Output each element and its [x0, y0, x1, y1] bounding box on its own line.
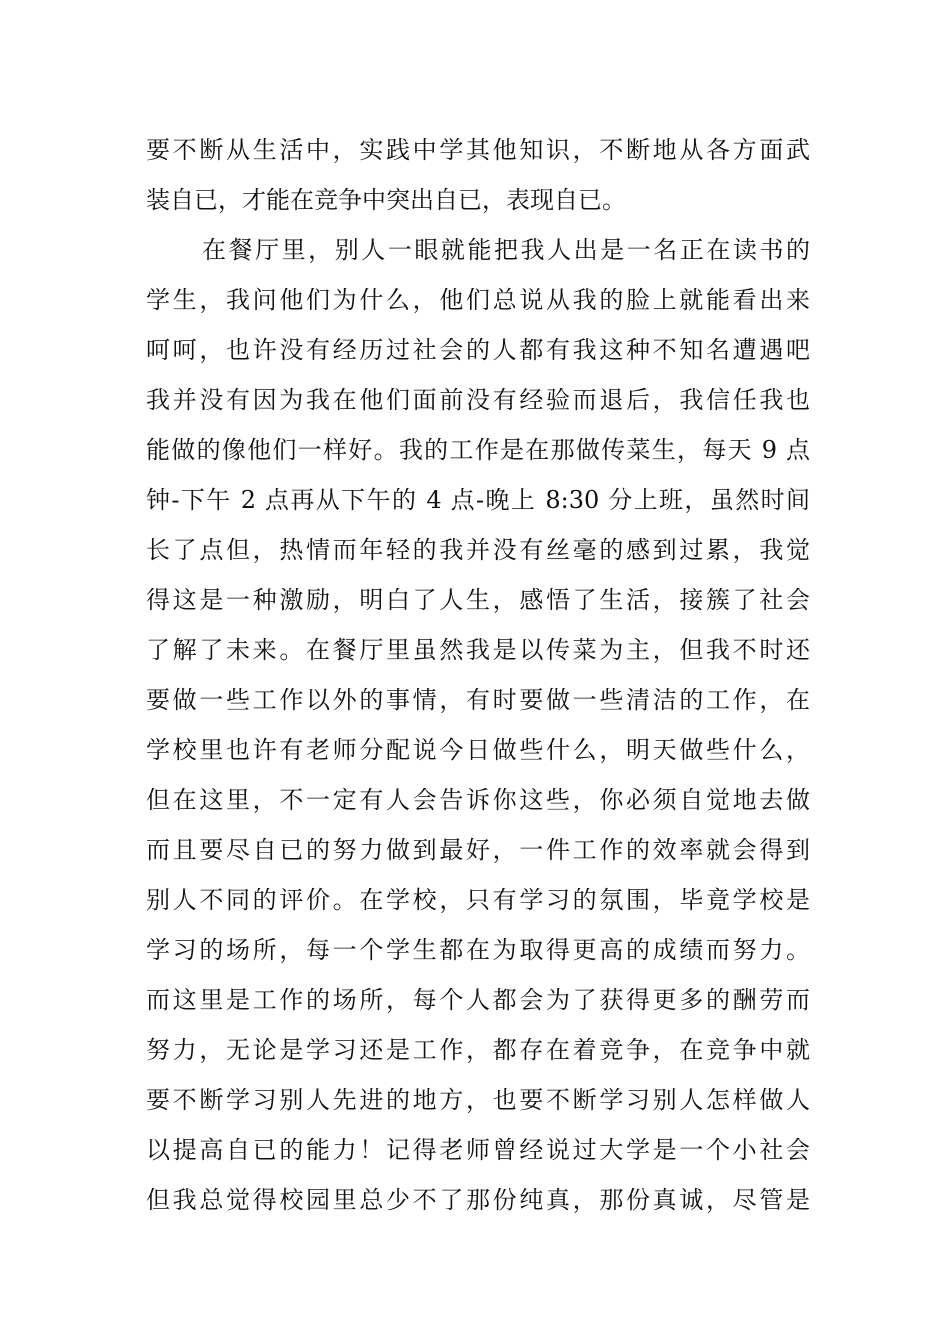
text-line: 但在这里，不一定有人会告诉你这些，你必须自觉地去做	[146, 786, 810, 814]
text-line: 钟-下午 2 点再从下午的 4 点-晚上 8:30 分上班，虽然时间	[146, 486, 810, 514]
text-line: 装自已，才能在竞争中突出自已，表现自已。	[146, 186, 626, 214]
text-line: 别人不同的评价。在学校，只有学习的氛围，毕竟学校是	[146, 886, 810, 914]
text-line: 要做一些工作以外的事情，有时要做一些清洁的工作，在	[146, 686, 810, 714]
text-line: 而这里是工作的场所，每个人都会为了获得更多的酬劳而	[146, 986, 810, 1014]
text-line: 我并没有因为我在他们面前没有经验而退后，我信任我也	[146, 386, 810, 414]
text-line: 但我总觉得校园里总少不了那份纯真，那份真诚，尽管是	[146, 1186, 810, 1214]
paragraph	[146, 225, 810, 1225]
text-line: 了解了未来。在餐厅里虽然我是以传菜为主，但我不时还	[146, 636, 810, 664]
text-line: 呵呵，也许没有经历过社会的人都有我这种不知名遭遇吧	[146, 336, 810, 364]
text-line: 能做的像他们一样好。我的工作是在那做传菜生，每天 9 点	[146, 436, 810, 464]
text-line: 要不断从生活中，实践中学其他知识，不断地从各方面武	[146, 136, 810, 164]
text-line: 要不断学习别人先进的地方，也要不断学习别人怎样做人	[146, 1086, 810, 1114]
text-line: 努力，无论是学习还是工作，都存在着竞争，在竞争中就	[146, 1036, 810, 1064]
paragraph	[146, 125, 810, 225]
text-line: 而且要尽自已的努力做到最好，一件工作的效率就会得到	[146, 836, 810, 864]
document-body	[146, 125, 810, 1225]
text-line: 长了点但，热情而年轻的我并没有丝毫的感到过累，我觉	[146, 536, 810, 564]
text-line: 学生，我问他们为什么，他们总说从我的脸上就能看出来	[146, 286, 810, 314]
text-line: 得这是一种激励，明白了人生，感悟了生活，接簇了社会	[146, 586, 810, 614]
text-line: 在餐厅里，别人一眼就能把我人出是一名正在读书的	[202, 236, 810, 264]
text-line: 学习的场所，每一个学生都在为取得更高的成绩而努力。	[146, 936, 810, 964]
text-line: 以提高自已的能力！记得老师曾经说过大学是一个小社会	[146, 1136, 810, 1164]
text-line: 学校里也许有老师分配说今日做些什么，明天做些什么，	[146, 736, 810, 764]
